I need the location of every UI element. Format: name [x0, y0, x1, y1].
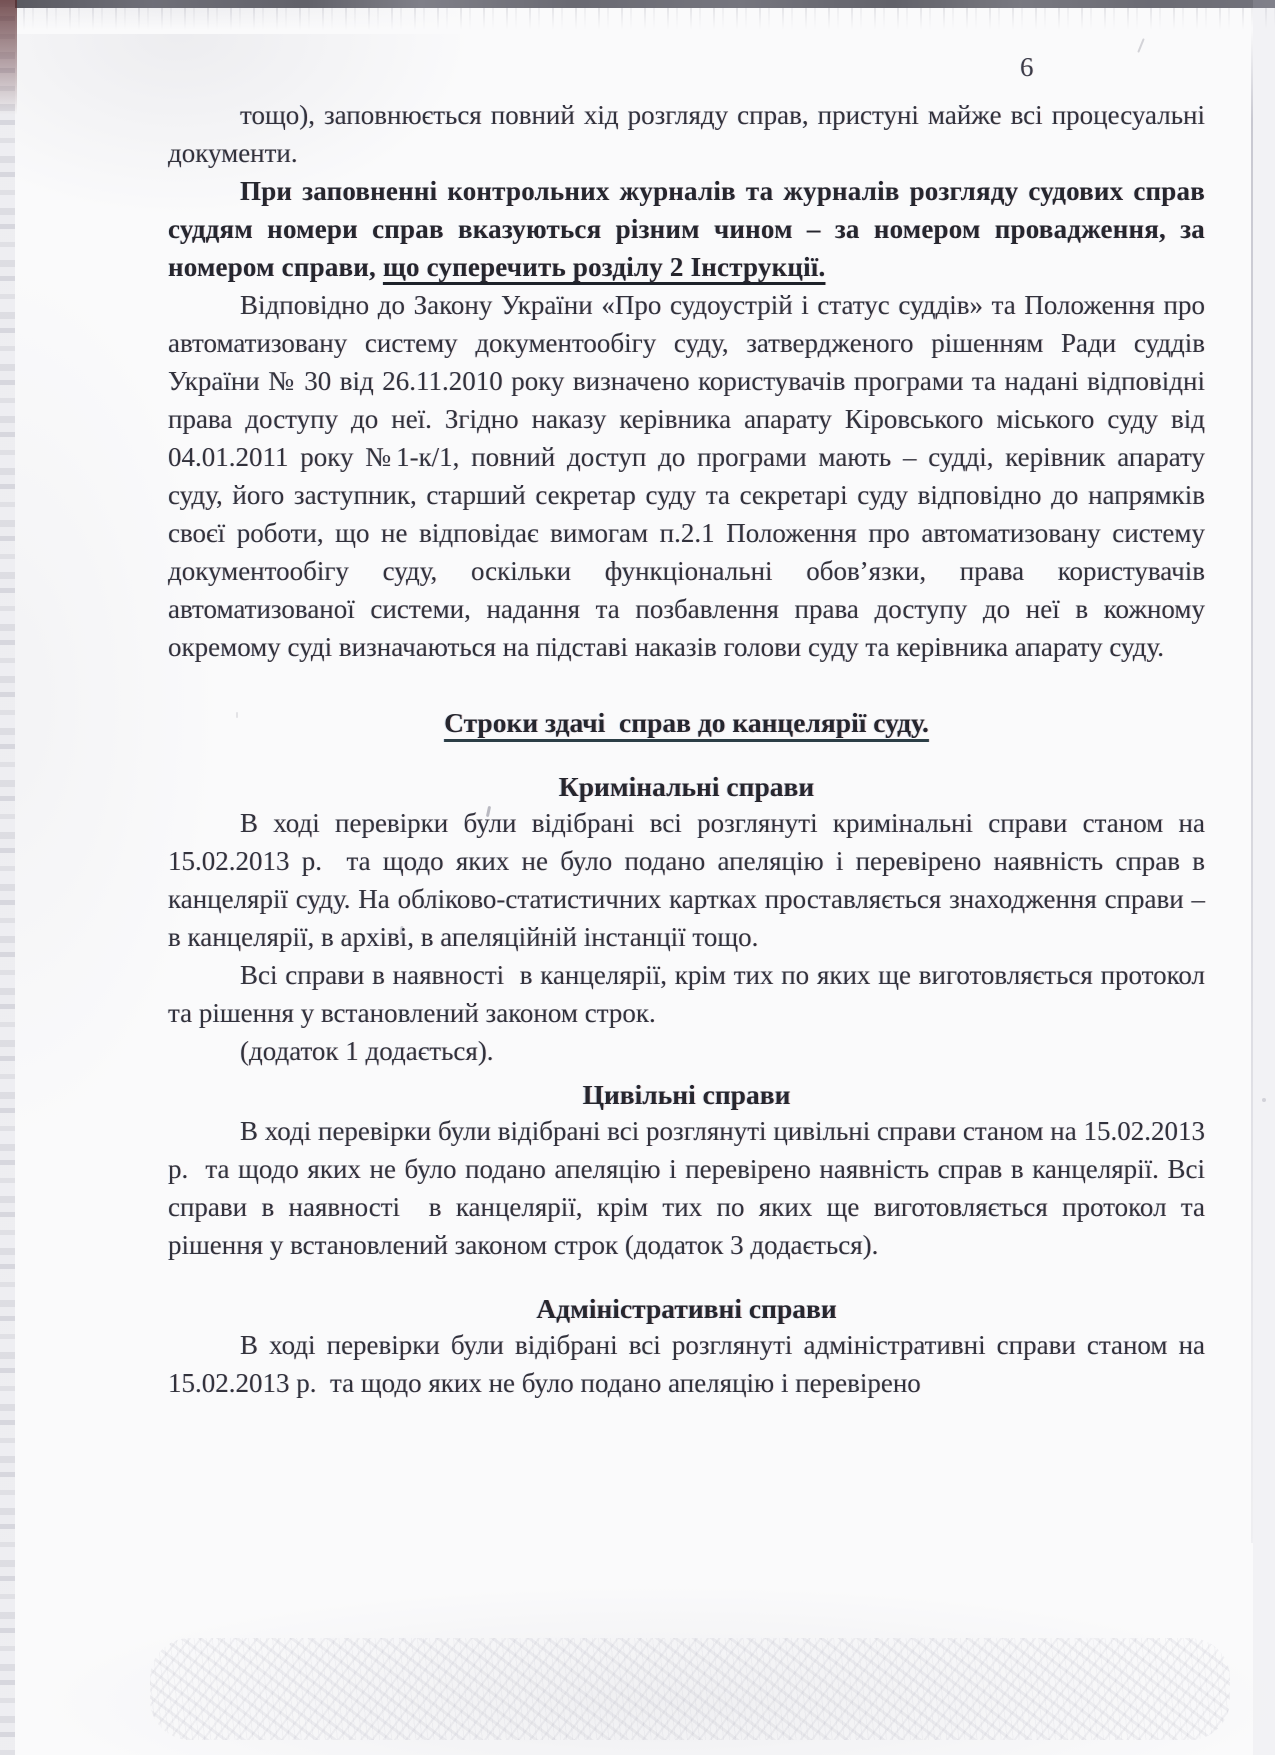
- paragraph-journals-bold: [168, 172, 1212, 286]
- heading-administrative-cases: Адміністративні справи: [536, 1293, 837, 1324]
- paragraph-criminal-1: В ході перевірки були відібрані всі розглянуті кримінальні справи станом на 15.02.2013 р. та щодо яких не було подано апеляцію і перевірено наявність справ в канцелярії суду. На обліково-статистичних картках проставляється знаходження справи – в канцелярії, в архіві, в апеляційній інстанції тощо.: [168, 808, 1212, 952]
- paragraph-criminal-2: Всі справи в наявності в канцелярії, крім тих по яких ще виготовляється протокол та рішення у встановлений законом строк.: [168, 960, 1212, 1028]
- paragraph-civil-1: В ході перевірки були відібрані всі розглянуті цивільні справи станом на 15.02.2013 р. та щодо яких не було подано апеляцію і перевірено наявність справ в канцелярії. Всі справи в наявності в канцелярії, крім тих по яких ще виготовляється протокол та рішення у встановлений законом строк (додаток 3 додається).: [168, 1116, 1212, 1260]
- paragraph-law-access: Відповідно до Закону України «Про судоустрій і статус суддів» та Положення про автоматизовану систему документообігу суду, затвердженого рішенням Ради суддів України № 30 від 26.11.2010 року визначено користувачів програми та надані відповідні права доступу до неї. Згідно наказу керівника апарату Кіровського міського суду від 04.01.2011 року №1-к/1, повний доступ до програми мають – судді, керівник апарату суду, його заступник, старший секретар суду та секретарі суду відповідно до напрямків своєї роботи, що не відповідає вимогам п.2.1 Положення про автоматизовану систему документообігу суду, оскільки функціональні обов’язки, права користувачів автоматизованої системи, надання та позбавлення права доступу до неї в кожному окремому суді визначаються на підставі наказів голови суду та керівника апарату суду.: [168, 290, 1212, 662]
- paragraph-journals-underlined-phrase: що суперечить розділу 2 Інструкції.: [382, 252, 826, 282]
- paragraph-intro: тощо), заповнюється повний хід розгляду справ, пристуні майже всі процесуальні документи.: [168, 100, 1212, 168]
- section-heading-case-submission-deadlines: Строки здачі справ до канцелярії суду.: [444, 707, 929, 738]
- paragraph-criminal-appendix: (додаток 1 додається).: [240, 1036, 494, 1066]
- heading-criminal-cases: Кримінальні справи: [558, 771, 815, 802]
- paragraph-administrative-1: В ході перевірки були відібрані всі розглянуті адміністративні справи станом на 15.02.2013 р. та щодо яких не було подано апеляцію і перевірено: [168, 1330, 1212, 1398]
- paragraph-journals-text: При заповненні контрольних журналів та журналів розгляду судових справ суддям номери справ вказуються різним чином – за номером провадження, за номером справи,: [168, 176, 1212, 282]
- heading-civil-cases: Цивільні справи: [582, 1079, 791, 1110]
- page-number: 6: [1020, 52, 1034, 82]
